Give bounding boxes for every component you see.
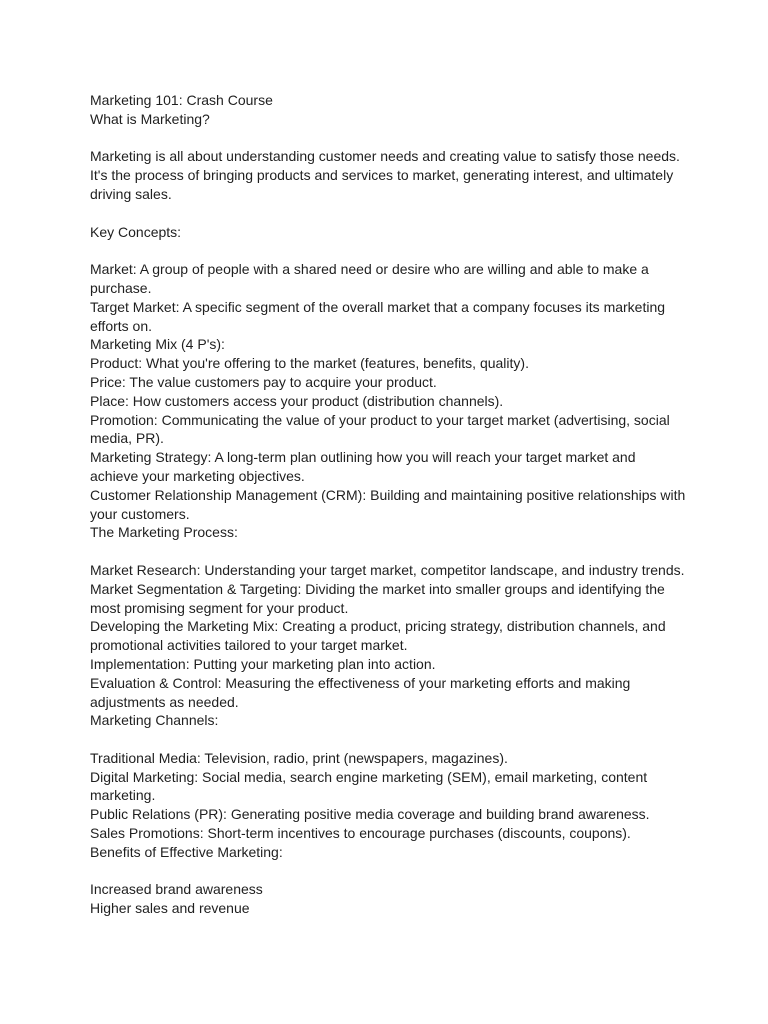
key-concept-line: Marketing Strategy: A long-term plan outlining how you will reach your target market and	[90, 449, 636, 466]
key-concept-line: Marketing Mix (4 P's):	[90, 336, 225, 353]
key-concept-line: achieve your marketing objectives.	[90, 467, 305, 484]
blank-line	[90, 129, 690, 148]
blank-line	[90, 862, 690, 881]
channel-line: Traditional Media: Television, radio, print (newspapers, magazines).	[90, 749, 508, 766]
key-concept-line: purchase.	[90, 279, 152, 296]
key-concept-line: Price: The value customers pay to acquire your product.	[90, 373, 437, 390]
key-concept-line: media, PR).	[90, 430, 164, 447]
channel-line: Public Relations (PR): Generating positive media coverage and building brand awareness.	[90, 806, 650, 823]
document-body	[90, 91, 690, 918]
process-line: Market Research: Understanding your target market, competitor landscape, and industry trends.	[90, 561, 685, 578]
blank-line	[90, 241, 690, 260]
marketing-process-heading: The Marketing Process:	[90, 524, 238, 541]
process-line: promotional activities tailored to your target market.	[90, 637, 408, 654]
blank-line	[90, 542, 690, 561]
key-concepts-heading: Key Concepts:	[90, 223, 182, 240]
key-concept-line: Market: A group of people with a shared need or desire who are willing and able to make a	[90, 261, 649, 278]
channel-line: Sales Promotions: Short-term incentives to encourage purchases (discounts, coupons).	[90, 825, 631, 842]
process-line: Implementation: Putting your marketing plan into action.	[90, 655, 436, 672]
intro-line: It's the process of bringing products and services to market, generating interest, and ultimately	[90, 167, 674, 184]
blank-line	[90, 204, 690, 223]
process-line: most promising segment for your product.	[90, 599, 349, 616]
key-concept-line: efforts on.	[90, 317, 153, 334]
key-concept-line: Product: What you're offering to the market (features, benefits, quality).	[90, 355, 529, 372]
process-line: Evaluation & Control: Measuring the effectiveness of your marketing efforts and making	[90, 674, 631, 691]
channel-line: marketing.	[90, 787, 156, 804]
key-concept-line: Customer Relationship Management (CRM): Building and maintaining positive relationships with	[90, 486, 686, 503]
intro-line: Marketing is all about understanding customer needs and creating value to satisfy those needs.	[90, 148, 680, 165]
intro-line: driving sales.	[90, 185, 172, 202]
process-line: Market Segmentation & Targeting: Dividing the market into smaller groups and identifying the	[90, 580, 665, 597]
blank-line	[90, 730, 690, 749]
key-concept-line: Promotion: Communicating the value of your product to your target market (advertising, social	[90, 411, 670, 428]
key-concept-line: Place: How customers access your product (distribution channels).	[90, 392, 504, 409]
process-line: adjustments as needed.	[90, 693, 239, 710]
marketing-channels-heading: Marketing Channels:	[90, 712, 219, 729]
benefit-line: Higher sales and revenue	[90, 900, 250, 917]
channel-line: Digital Marketing: Social media, search engine marketing (SEM), email marketing, content	[90, 768, 648, 785]
document-title: Marketing 101: Crash Course	[90, 92, 273, 108]
benefits-heading: Benefits of Effective Marketing:	[90, 843, 283, 860]
benefit-line: Increased brand awareness	[90, 881, 263, 898]
process-line: Developing the Marketing Mix: Creating a product, pricing strategy, distribution channels, and	[90, 618, 666, 635]
key-concept-line: Target Market: A specific segment of the overall market that a company focuses its marketing	[90, 298, 666, 315]
what-is-marketing-heading: What is Marketing?	[90, 110, 210, 127]
key-concept-line: your customers.	[90, 505, 190, 522]
